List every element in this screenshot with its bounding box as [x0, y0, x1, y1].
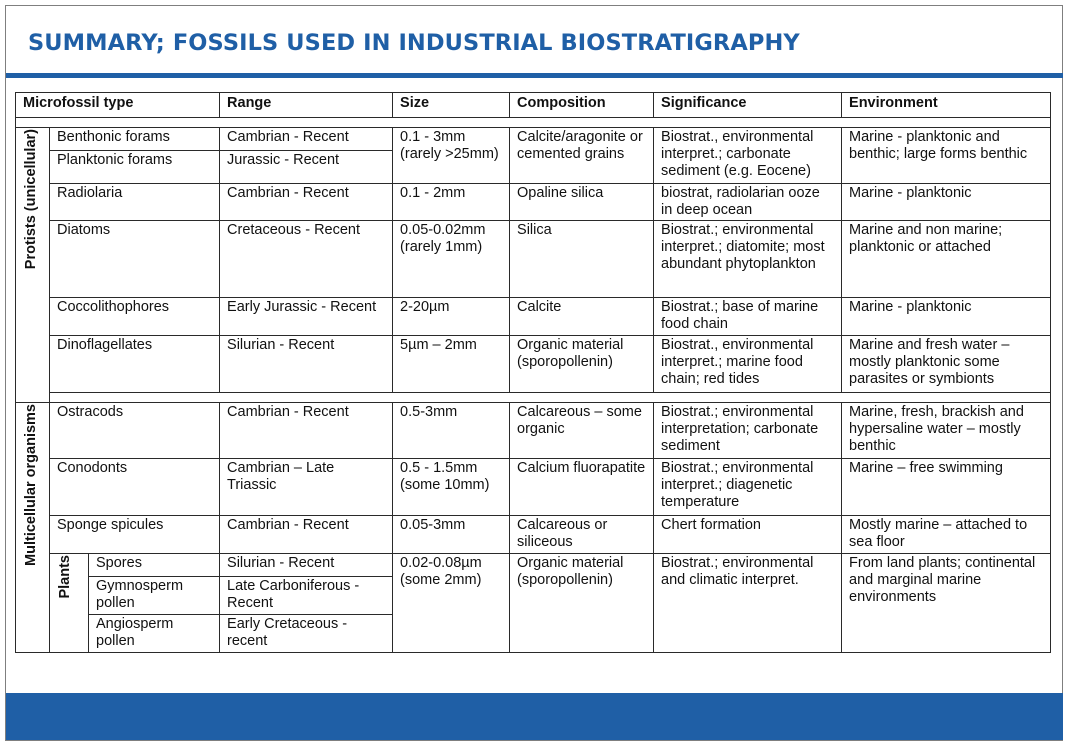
fossil-composition: Silica — [510, 221, 654, 298]
fossil-composition: Organic material (sporopollenin) — [510, 554, 654, 653]
fossil-size: 0.02-0.08µm (some 2mm) — [393, 554, 510, 653]
group-plants — [50, 554, 89, 653]
title-underline-bar — [6, 73, 1063, 78]
group-multicellular — [16, 403, 50, 653]
fossil-significance: Biostrat.; environmental interpret.; diagenetic temperature — [654, 459, 842, 516]
fossil-significance: biostrat, radiolarian ooze in deep ocean — [654, 184, 842, 221]
fossil-significance: Biostrat.; environmental and climatic interpret. — [654, 554, 842, 653]
fossil-name: Benthonic forams — [50, 128, 220, 151]
fossil-size: 0.05-0.02mm (rarely 1mm) — [393, 221, 510, 298]
table-row — [16, 184, 1051, 221]
header-significance: Significance — [654, 93, 842, 118]
table-row — [16, 459, 1051, 516]
fossil-significance: Biostrat.; environmental interpretation; carbonate sediment — [654, 403, 842, 459]
group-spacer-row — [16, 393, 1051, 403]
group-protists — [16, 128, 50, 403]
fossil-significance: Biostrat.; environmental interpret.; diatomite; most abundant phytoplankton — [654, 221, 842, 298]
fossil-size: 2-20µm — [393, 298, 510, 336]
fossil-range: Cambrian - Recent — [220, 516, 393, 554]
fossil-range: Silurian - Recent — [220, 336, 393, 393]
header-environment: Environment — [842, 93, 1051, 118]
fossil-name: Ostracods — [50, 403, 220, 459]
fossil-size: 0.5 - 1.5mm (some 10mm) — [393, 459, 510, 516]
footer-band — [6, 693, 1063, 740]
header-spacer-row — [16, 118, 1051, 128]
table-row — [16, 403, 1051, 459]
fossil-composition: Opaline silica — [510, 184, 654, 221]
slide-title: SUMMARY; FOSSILS USED IN INDUSTRIAL BIOSTRATIGRAPHY — [28, 30, 800, 56]
fossil-name: Dinoflagellates — [50, 336, 220, 393]
table-row — [16, 298, 1051, 336]
fossil-range: Early Jurassic - Recent — [220, 298, 393, 336]
fossil-composition: Calcium fluorapatite — [510, 459, 654, 516]
table-row — [16, 554, 1051, 577]
fossil-composition: Organic material (sporopollenin) — [510, 336, 654, 393]
fossil-significance: Biostrat.; base of marine food chain — [654, 298, 842, 336]
fossil-range: Cambrian - Recent — [220, 403, 393, 459]
group-label-plants: Plants — [57, 555, 73, 599]
fossil-environment: Marine - planktonic and benthic; large forms benthic — [842, 128, 1051, 184]
group-label-multicellular: Multicellular organisms — [23, 404, 39, 566]
fossil-name: Spores — [89, 554, 220, 577]
fossil-environment: Marine - planktonic — [842, 298, 1051, 336]
fossil-name: Conodonts — [50, 459, 220, 516]
fossil-size: 0.1 - 2mm — [393, 184, 510, 221]
fossil-size: 0.5-3mm — [393, 403, 510, 459]
fossil-range: Late Carboniferous - Recent — [220, 577, 393, 615]
fossil-range: Cambrian - Recent — [220, 184, 393, 221]
table-row — [16, 128, 1051, 151]
fossil-environment: Mostly marine – attached to sea floor — [842, 516, 1051, 554]
fossil-name: Radiolaria — [50, 184, 220, 221]
fossil-name: Planktonic forams — [50, 151, 220, 184]
fossil-range: Early Cretaceous - recent — [220, 615, 393, 653]
fossil-composition: Calcareous or siliceous — [510, 516, 654, 554]
fossil-range: Cambrian – Late Triassic — [220, 459, 393, 516]
table-row — [16, 221, 1051, 298]
fossil-range: Cambrian - Recent — [220, 128, 393, 151]
header-composition: Composition — [510, 93, 654, 118]
fossil-significance: Chert formation — [654, 516, 842, 554]
fossil-composition: Calcite/aragonite or cemented grains — [510, 128, 654, 184]
fossil-environment: Marine, fresh, brackish and hypersaline water – mostly benthic — [842, 403, 1051, 459]
fossil-environment: Marine – free swimming — [842, 459, 1051, 516]
table-row — [16, 336, 1051, 393]
fossil-name: Gymnosperm pollen — [89, 577, 220, 615]
fossil-name: Coccolithophores — [50, 298, 220, 336]
fossil-environment: From land plants; continental and marginal marine environments — [842, 554, 1051, 653]
fossil-significance: Biostrat., environmental interpret.; carbonate sediment (e.g. Eocene) — [654, 128, 842, 184]
fossil-size: 0.1 - 3mm (rarely >25mm) — [393, 128, 510, 184]
fossil-significance: Biostrat., environmental interpret.; marine food chain; red tides — [654, 336, 842, 393]
header-range: Range — [220, 93, 393, 118]
fossil-environment: Marine and non marine; planktonic or attached — [842, 221, 1051, 298]
header-microfossil-type: Microfossil type — [16, 93, 220, 118]
fossil-range: Cretaceous - Recent — [220, 221, 393, 298]
fossil-range: Silurian - Recent — [220, 554, 393, 577]
header-size: Size — [393, 93, 510, 118]
table-header-row — [16, 93, 1051, 118]
fossil-summary-table — [15, 92, 1051, 653]
fossil-composition: Calcareous – some organic — [510, 403, 654, 459]
fossil-composition: Calcite — [510, 298, 654, 336]
fossil-range: Jurassic - Recent — [220, 151, 393, 184]
fossil-name: Angiosperm pollen — [89, 615, 220, 653]
table-row — [16, 516, 1051, 554]
group-label-protists: Protists (unicellular) — [23, 129, 39, 270]
fossil-environment: Marine - planktonic — [842, 184, 1051, 221]
fossil-environment: Marine and fresh water – mostly planktonic some parasites or symbionts — [842, 336, 1051, 393]
fossil-size: 5µm – 2mm — [393, 336, 510, 393]
fossil-name: Diatoms — [50, 221, 220, 298]
fossil-size: 0.05-3mm — [393, 516, 510, 554]
fossil-name: Sponge spicules — [50, 516, 220, 554]
